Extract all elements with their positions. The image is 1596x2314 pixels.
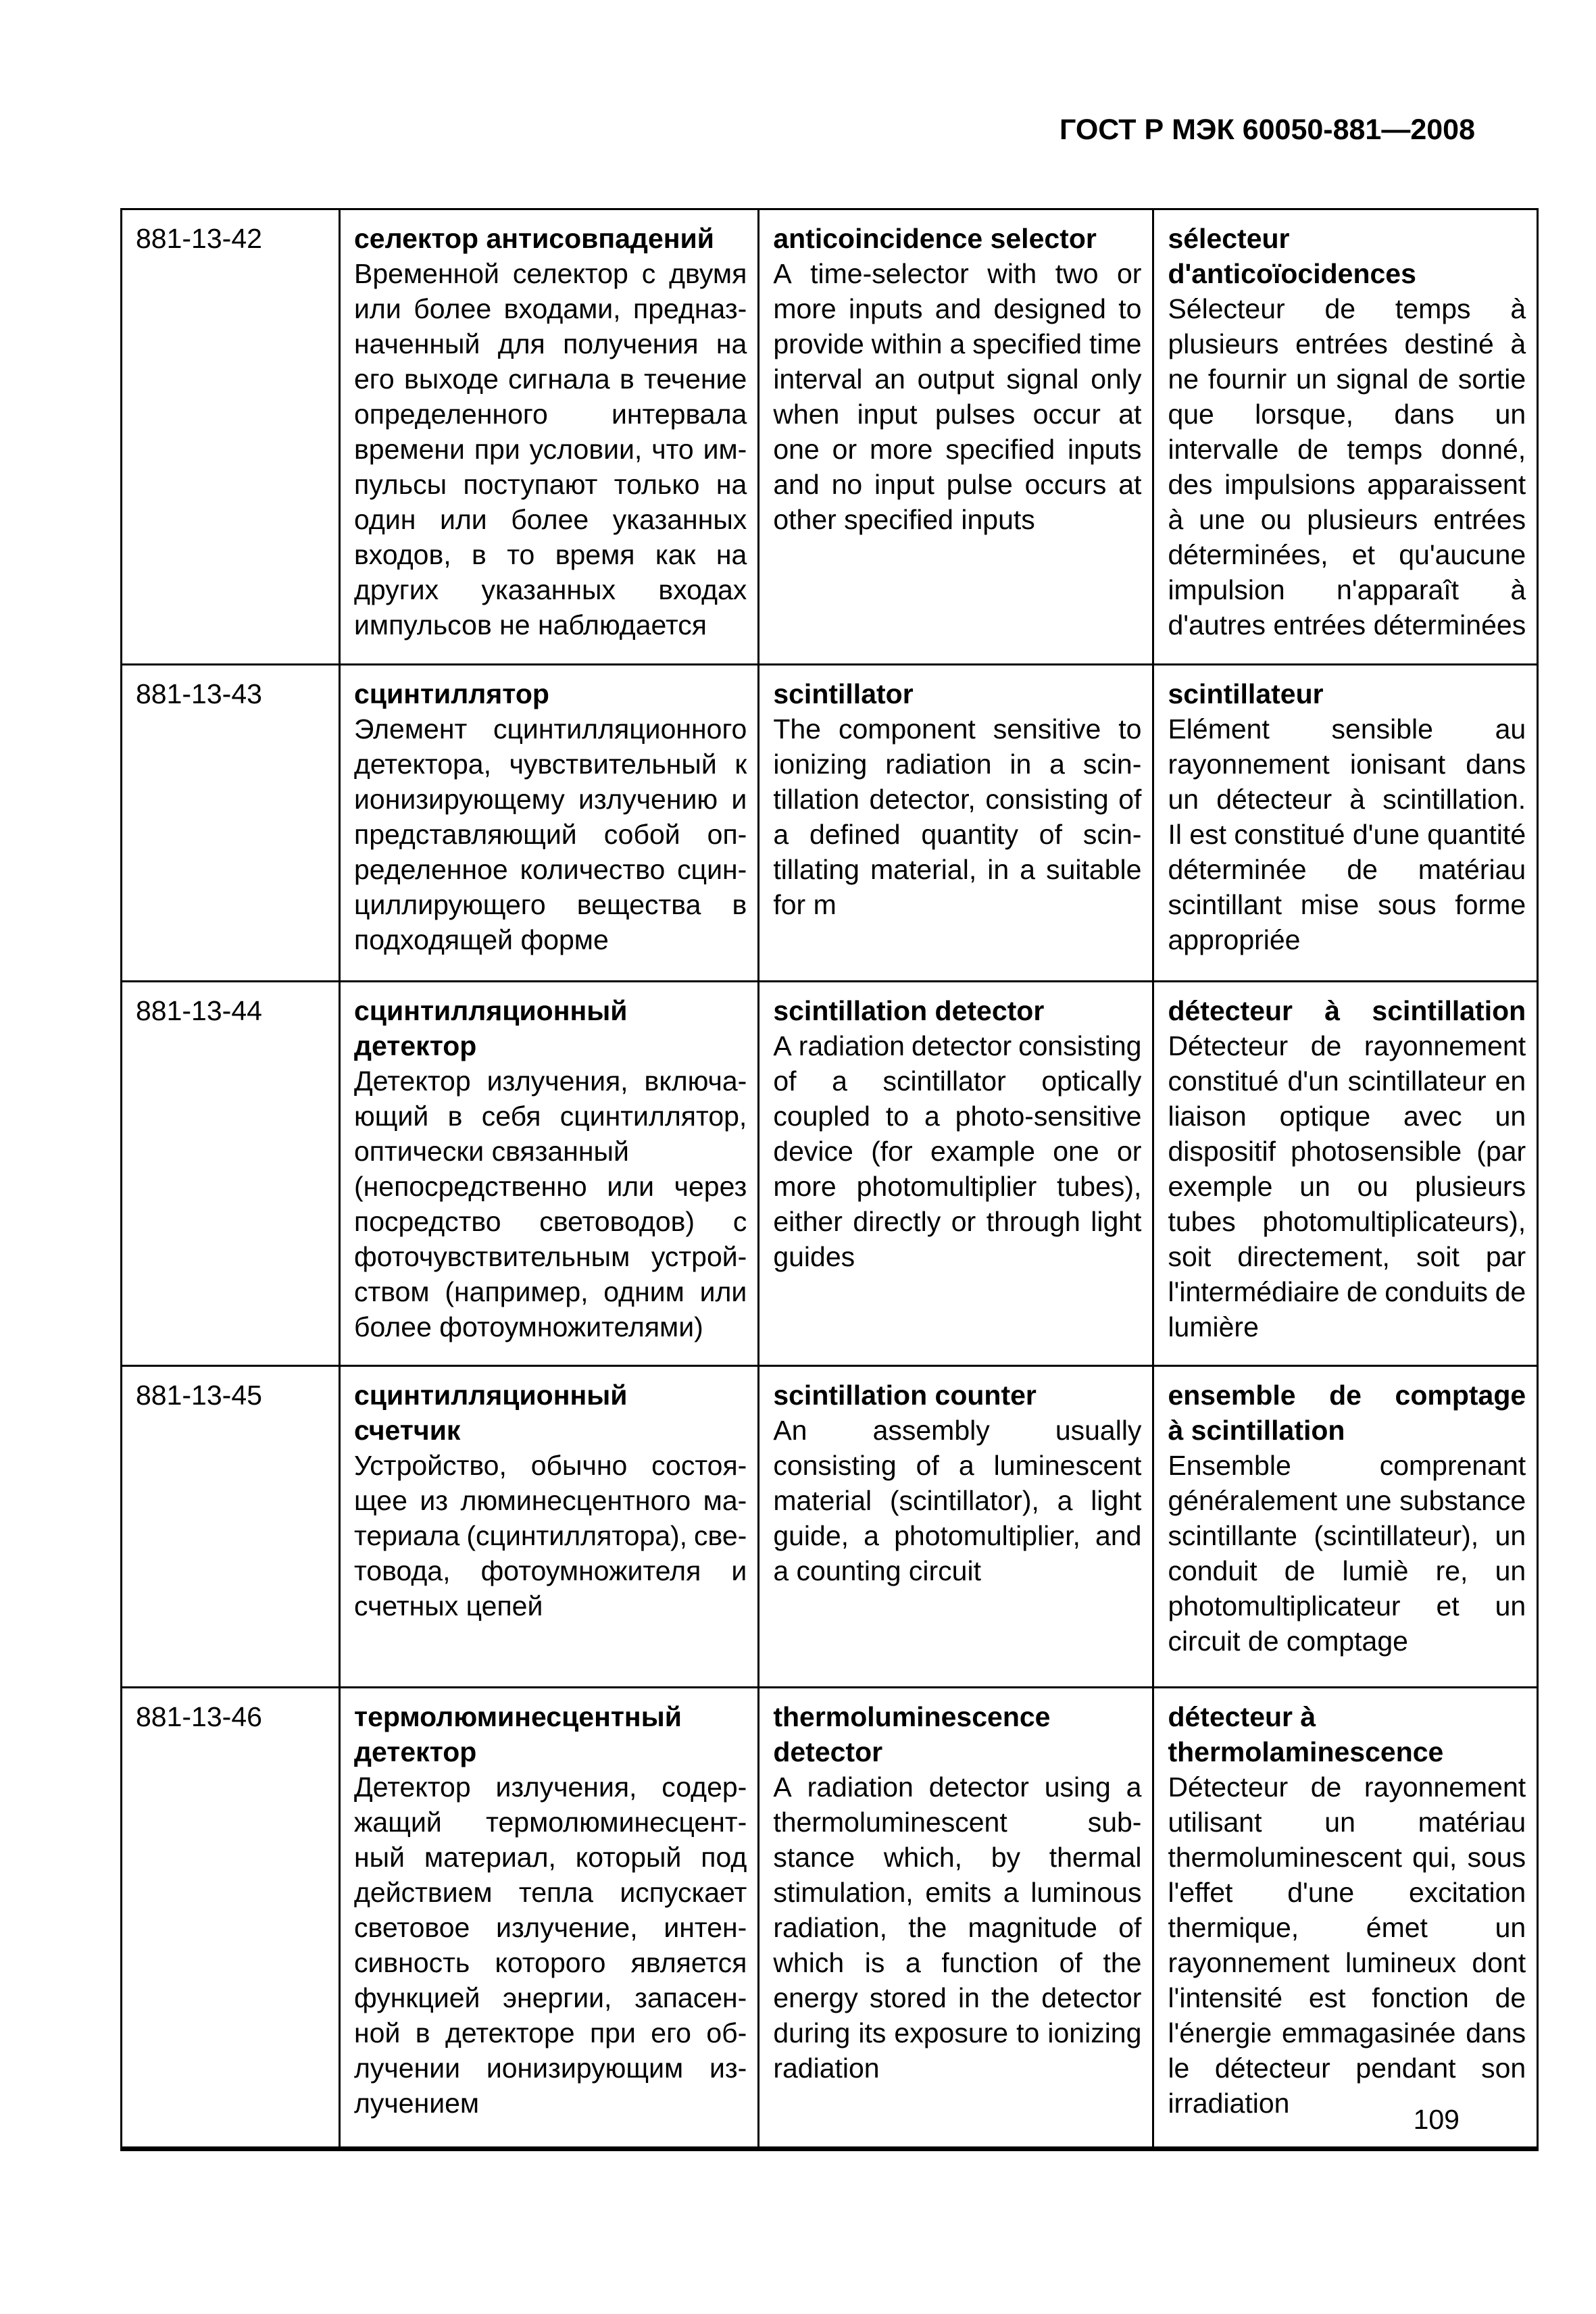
definition-line: consisting of a luminescent [773, 1450, 1142, 1481]
cell-russian [340, 665, 759, 982]
definition-line: thermoluminescent qui, sous [1168, 1842, 1526, 1873]
term-label-line: scintillateur [1168, 678, 1324, 709]
definition-line: Détecteur de rayonnement [1168, 1030, 1526, 1061]
definition-line: Elément sensible au [1168, 713, 1526, 745]
definition-line: intervalle de temps donné, [1168, 434, 1526, 465]
definition-line: impulsion n'apparaît à [1168, 574, 1526, 605]
definition-line: energy stored in the detector [773, 1982, 1142, 2013]
definition-line: представляющий собой оп- [354, 819, 747, 850]
definition-line: один или более указанных [354, 504, 747, 535]
definition-line: exemple un ou plusieurs [1168, 1171, 1526, 1202]
definition-line: dispositif photosensible (par [1168, 1136, 1526, 1167]
definition-line: guide, a photomultiplier, and [773, 1520, 1142, 1551]
definition-line: времени при условии, что им- [354, 434, 747, 465]
definition-line: a defined quantity of scin- [773, 819, 1142, 850]
definition-line: посредство световодов) с [354, 1206, 747, 1237]
definition-line: l'intermédiaire de conduits de [1168, 1276, 1526, 1307]
term-label-line: détecteur à scintillation [1168, 995, 1526, 1026]
definition-line: ством (например, одним или [354, 1276, 747, 1307]
definition-line: déterminées, et qu'aucune [1168, 539, 1526, 570]
cell-english [759, 982, 1153, 1366]
definition-line: Элемент сцинтилляционного [354, 713, 747, 745]
term-number: 881-13-42 [136, 223, 262, 254]
definition-line: l'intensité est fonction de [1168, 1982, 1526, 2013]
definition-line: щее из люминесцентного ма- [354, 1485, 747, 1516]
definition-line: appropriée [1168, 924, 1301, 955]
definition-line: à une ou plusieurs entrées [1168, 504, 1526, 535]
table-row [122, 209, 1538, 665]
definition-line: during its exposure to ionizing [773, 2017, 1142, 2048]
definition-line: other specified inputs [773, 504, 1035, 535]
cell-english [759, 665, 1153, 982]
term-label-line: thermoluminescence [773, 1701, 1051, 1732]
cell-french [1153, 982, 1538, 1366]
definition-line: его выходе сигнала в течение [354, 363, 747, 395]
definition-line: more inputs and designed to [773, 293, 1142, 324]
definition-line: d'autres entrées déterminées [1168, 609, 1526, 640]
definition-line: других указанных входах [354, 574, 747, 605]
cell-russian [340, 982, 759, 1366]
term-label-line: scintillation counter [773, 1380, 1037, 1411]
definition-line: tubes photomultiplicateurs), [1168, 1206, 1526, 1237]
term-label-line: anticoincidence selector [773, 223, 1097, 254]
definition-line: plusieurs entrées destiné à [1168, 328, 1526, 359]
definition-line: An assembly usually [773, 1415, 1142, 1446]
term-label-line: сцинтилляционный [354, 995, 628, 1026]
definition-line: interval an output signal only [773, 363, 1142, 395]
definition-line: radiation, the magnitude of [773, 1912, 1142, 1943]
definition-line: фоточувствительным устрой- [354, 1241, 747, 1272]
cell-english [759, 1366, 1153, 1688]
definition-line: thermoluminescent sub- [773, 1807, 1142, 1838]
cell-term-number [122, 982, 340, 1366]
definition-line: photomultiplicateur et un [1168, 1590, 1526, 1621]
term-label-line: сцинтиллятор [354, 678, 549, 709]
definition-line: определенного интервала [354, 399, 747, 430]
definition-line: входов, в то время как на [354, 539, 747, 570]
page-number: 109 [1413, 2104, 1460, 2135]
cell-term-number [122, 665, 340, 982]
definition-line: provide within a specified time [773, 328, 1142, 359]
definition-line: guides [773, 1241, 855, 1272]
term-label-line: счетчик [354, 1415, 461, 1446]
cell-french [1153, 1688, 1538, 2149]
term-label-line: detector [773, 1736, 883, 1767]
definition-line: товода, фотоумножителя и [354, 1555, 747, 1586]
term-label-line: détecteur à [1168, 1701, 1316, 1732]
term-label-line: scintillation detector [773, 995, 1045, 1026]
definition-line: лучением [354, 2088, 480, 2119]
definition-line: soit directement, soit par [1168, 1241, 1526, 1272]
table-row [122, 1688, 1538, 2149]
definition-line: more photomultiplier tubes), [773, 1171, 1142, 1202]
definition-line: наченный для получения на [354, 328, 747, 359]
cell-russian [340, 209, 759, 665]
definition-line: сивность которого является [354, 1947, 747, 1978]
cell-term-number [122, 1366, 340, 1688]
definition-line: A radiation detector consisting [773, 1030, 1142, 1061]
definition-line: Устройство, обычно состоя- [354, 1450, 747, 1481]
definition-line: which is a function of the [773, 1947, 1142, 1978]
term-number: 881-13-44 [136, 995, 262, 1026]
definition-line: one or more specified inputs [773, 434, 1142, 465]
definition-line: radiation [773, 2053, 880, 2084]
definition-line: généralement une substance [1168, 1485, 1526, 1516]
definition-line: coupled to a photo-sensitive [773, 1101, 1142, 1132]
definition-line: A time-selector with two or [773, 258, 1142, 289]
definition-line: either directly or through light [773, 1206, 1142, 1237]
definition-line: a counting circuit [773, 1555, 981, 1586]
term-number: 881-13-45 [136, 1380, 262, 1411]
definition-line: of a scintillator optically [773, 1065, 1142, 1097]
definition-line: жащий термолюминесцент- [354, 1807, 747, 1838]
definition-line: импульсов не наблюдается [354, 609, 707, 640]
term-number: 881-13-46 [136, 1701, 262, 1732]
definition-line: Il est constitué d'une quantité [1168, 819, 1526, 850]
definition-line: scintillante (scintillateur), un [1168, 1520, 1526, 1551]
definition-line: tillating material, in a suitable [773, 854, 1142, 885]
definition-line: The component sensitive to [773, 713, 1142, 745]
definition-line: lumière [1168, 1311, 1259, 1342]
table-row [122, 665, 1538, 982]
term-label-line: d'anticoïocidences [1168, 258, 1416, 289]
definition-line: rayonnement ionisant dans [1168, 749, 1526, 780]
definition-line: scintillant mise sous forme [1168, 889, 1526, 920]
definition-line: Sélecteur de temps à [1168, 293, 1526, 324]
definition-line: функцией энергии, запасен- [354, 1982, 747, 2013]
term-label-line: селектор антисовпадений [354, 223, 714, 254]
definition-line: device (for example one or [773, 1136, 1142, 1167]
term-label-line: scintillator [773, 678, 914, 709]
definition-line: for m [773, 889, 837, 920]
definition-line: детектора, чувствительный к [354, 749, 747, 780]
definition-line: stance which, by thermal [773, 1842, 1142, 1873]
cell-french [1153, 665, 1538, 982]
cell-english [759, 209, 1153, 665]
definition-line: circuit de comptage [1168, 1626, 1408, 1657]
definition-line: циллирующего вещества в [354, 889, 747, 920]
definition-line: ющий в себя сцинтиллятор, [354, 1101, 747, 1132]
cell-term-number [122, 209, 340, 665]
cell-french [1153, 209, 1538, 665]
definition-line: rayonnement lumineux dont [1168, 1947, 1526, 1978]
definition-line: ной в детекторе при его об- [354, 2017, 747, 2048]
definition-line: действием тепла испускает [354, 1877, 747, 1908]
definition-line: Détecteur de rayonnement [1168, 1771, 1526, 1803]
definition-line: déterminée de matériau [1168, 854, 1526, 885]
definition-line: que lorsque, dans un [1168, 399, 1526, 430]
term-label-line: à scintillation [1168, 1415, 1345, 1446]
definition-line: счетных цепей [354, 1590, 543, 1621]
definition-line: световое излучение, интен- [354, 1912, 747, 1943]
term-label-line: сцинтилляционный [354, 1380, 628, 1411]
definition-line: tillation detector, consisting of [773, 784, 1142, 815]
definition-line: utilisant un matériau [1168, 1807, 1526, 1838]
definition-line: liaison optique avec un [1168, 1101, 1526, 1132]
cell-english [759, 1688, 1153, 2149]
term-label-line: sélecteur [1168, 223, 1290, 254]
definition-line: ne fournir un signal de sortie [1168, 363, 1526, 395]
definition-line: лучении ионизирующим из- [354, 2053, 747, 2084]
definition-line: and no input pulse occurs at [773, 469, 1142, 500]
term-label-line: термолюминесцентный [354, 1701, 682, 1732]
cell-russian [340, 1366, 759, 1688]
definition-line: оптически связанный [354, 1136, 629, 1167]
terminology-table-body [122, 209, 1538, 2149]
table-row [122, 982, 1538, 1366]
definition-line: или более входами, предназ- [354, 293, 747, 324]
term-label-line: thermolaminescence [1168, 1736, 1444, 1767]
definition-line: material (scintillator), a light [773, 1485, 1142, 1516]
definition-line: более фотоумножителями) [354, 1311, 703, 1342]
definition-line: l'énergie emmagasinée dans [1168, 2017, 1526, 2048]
definition-line: териала (сцинтиллятора), све- [354, 1520, 747, 1551]
definition-line: Детектор излучения, включа- [354, 1065, 747, 1097]
terminology-table [120, 208, 1539, 2151]
definition-line: irradiation [1168, 2088, 1290, 2119]
definition-line: Ensemble comprenant [1168, 1450, 1526, 1481]
table-row [122, 1366, 1538, 1688]
cell-russian [340, 1688, 759, 2149]
definition-line: Временной селектор с двумя [354, 258, 747, 289]
definition-line: ionizing radiation in a scin- [773, 749, 1142, 780]
definition-line: des impulsions apparaissent [1168, 469, 1526, 500]
definition-line: when input pulses occur at [773, 399, 1142, 430]
term-label-line: ensemble de comptage [1168, 1380, 1526, 1411]
term-label-line: детектор [354, 1736, 477, 1767]
cell-term-number [122, 1688, 340, 2149]
definition-line: A radiation detector using a [773, 1771, 1142, 1803]
definition-line: Детектор излучения, содер- [354, 1771, 747, 1803]
term-label-line: детектор [354, 1030, 477, 1061]
definition-line: l'effet d'une excitation [1168, 1877, 1526, 1908]
definition-line: ределенное количество сцин- [354, 854, 747, 885]
page-header-title: ГОСТ Р МЭК 60050-881—2008 [1059, 114, 1475, 146]
definition-line: stimulation, emits a luminous [773, 1877, 1142, 1908]
definition-line: le détecteur pendant son [1168, 2053, 1526, 2084]
term-number: 881-13-43 [136, 678, 262, 709]
definition-line: ный материал, который под [354, 1842, 747, 1873]
definition-line: ионизирующему излучению и [354, 784, 747, 815]
definition-line: constitué d'un scintillateur en [1168, 1065, 1526, 1097]
definition-line: (непосредственно или через [354, 1171, 747, 1202]
cell-french [1153, 1366, 1538, 1688]
definition-line: подходящей форме [354, 924, 609, 955]
definition-line: conduit de lumiè re, un [1168, 1555, 1526, 1586]
definition-line: thermique, émet un [1168, 1912, 1526, 1943]
definition-line: un détecteur à scintillation. [1168, 784, 1526, 815]
definition-line: пульсы поступают только на [354, 469, 747, 500]
